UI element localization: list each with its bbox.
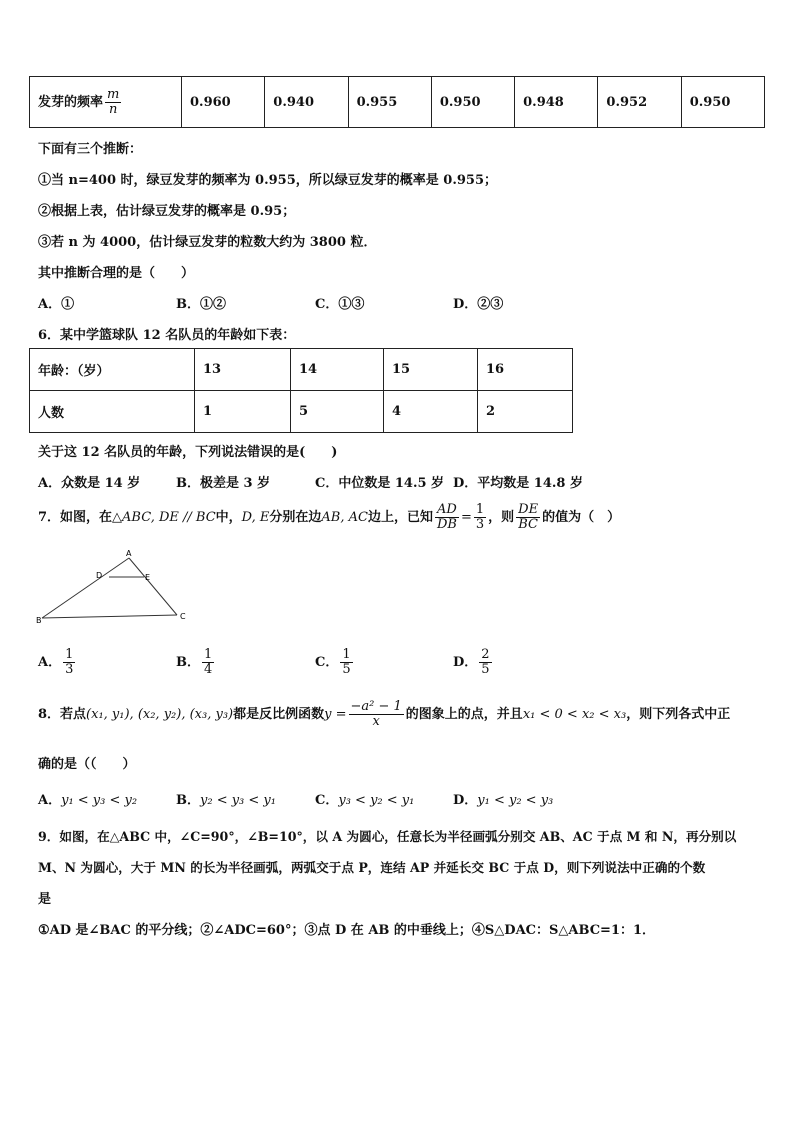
m-over-n-fraction: $\frac{m}{n}$ bbox=[107, 86, 120, 117]
freq-cell: 0.940 bbox=[265, 77, 348, 128]
q7-stem: 7．如图，在△ABC, DE // BC中，D, E分别在边AB, AC边上，已知 $\frac{AD}{DB}$ = $\frac{1}{3}$ ，则 $\frac{DE}{BC}$ 的值为（ ） bbox=[38, 502, 621, 532]
triangle-figure bbox=[30, 546, 200, 628]
q8-option-a: A．y₁ < y₃ < y₂ bbox=[38, 793, 138, 808]
vertex-label-c: C bbox=[180, 612, 186, 621]
freq-cell: 0.950 bbox=[431, 77, 514, 128]
q5-option-d: D．②③ bbox=[453, 297, 504, 312]
q9-line-3: 是 bbox=[38, 892, 52, 907]
age-header: 年龄：（岁） bbox=[30, 349, 195, 391]
count-cell: 1 bbox=[195, 391, 291, 433]
age-table bbox=[29, 348, 573, 433]
q8-stem: 8．若点(x₁, y₁), (x₂, y₂), (x₃, y₃)都是反比例函数y = $\frac{\text{−a² − 1}}{x}$ 的图象上的点，并且x₁ < 0 < x₂ < x₃，则下列各式中正 bbox=[38, 699, 731, 729]
q5-option-c: C．①③ bbox=[315, 297, 365, 312]
freq-cell: 0.948 bbox=[515, 77, 598, 128]
frequency-label: 发芽的频率 bbox=[38, 94, 104, 110]
count-cell: 2 bbox=[478, 391, 573, 433]
q8-option-c: C．y₃ < y₂ < y₁ bbox=[315, 793, 415, 808]
q5-option-b: B．①② bbox=[176, 297, 226, 312]
q5-option-a: A．① bbox=[38, 297, 75, 312]
q6-question: 关于这 12 名队员的年龄，下列说法错误的是( ) bbox=[38, 445, 338, 460]
reciprocal-fraction: $\frac{\text{−a² − 1}}{x}$ bbox=[350, 699, 402, 729]
q6-option-b: B．极差是 3 岁 bbox=[176, 476, 271, 491]
q8-option-d: D．y₁ < y₂ < y₃ bbox=[453, 793, 554, 808]
q5-question: 其中推断合理的是（ ） bbox=[38, 266, 195, 281]
freq-cell: 0.950 bbox=[681, 77, 764, 128]
q6-option-c: C．中位数是 14.5 岁 bbox=[315, 476, 445, 491]
q5-statement-1: ①当 n=400 时，绿豆发芽的频率为 0.955，所以绿豆发芽的概率是 0.955； bbox=[38, 173, 497, 188]
count-header: 人数 bbox=[30, 391, 195, 433]
frequency-label-cell bbox=[30, 77, 182, 128]
q8-stem-line2: 确的是（（ ） bbox=[38, 757, 136, 772]
vertex-label-a: A bbox=[126, 549, 132, 558]
count-cell: 5 bbox=[291, 391, 384, 433]
q7-option-a: A． $\frac{1}{3}$ bbox=[38, 647, 74, 677]
de-bc-fraction: $\frac{DE}{BC}$ bbox=[518, 502, 539, 532]
q6-stem: 6．某中学篮球队 12 名队员的年龄如下表： bbox=[38, 328, 296, 343]
q7-option-b: B． $\frac{1}{4}$ bbox=[176, 647, 213, 677]
one-third-fraction: $\frac{1}{3}$ bbox=[475, 502, 485, 532]
frequency-table bbox=[29, 76, 765, 128]
q9-line-4: ①AD 是∠BAC 的平分线；②∠ADC=60°；③点 D 在 AB 的中垂线上；④S△DAC：S△ABC=1：1． bbox=[38, 923, 656, 938]
ad-db-fraction: $\frac{AD}{DB}$ bbox=[436, 502, 457, 532]
q5-intro: 下面有三个推断： bbox=[38, 142, 143, 157]
freq-cell: 0.952 bbox=[598, 77, 681, 128]
q6-option-d: D．平均数是 14.8 岁 bbox=[453, 476, 583, 491]
age-cell: 16 bbox=[478, 349, 573, 391]
vertex-label-d: D bbox=[96, 571, 103, 580]
count-cell: 4 bbox=[384, 391, 478, 433]
vertex-label-b: B bbox=[36, 616, 42, 625]
vertex-label-e: E bbox=[145, 573, 151, 582]
q9-line-2: M、N 为圆心，大于 MN 的长为半径画弧，两弧交于点 P，连结 AP 并延长交 BC 于点 D，则下列说法中正确的个数 bbox=[38, 860, 706, 875]
q8-option-b: B．y₂ < y₃ < y₁ bbox=[176, 793, 276, 808]
q6-option-a: A．众数是 14 岁 bbox=[38, 476, 141, 491]
q5-statement-2: ②根据上表，估计绿豆发芽的概率是 0.95； bbox=[38, 204, 296, 219]
age-cell: 13 bbox=[195, 349, 291, 391]
q5-statement-3: ③若 n 为 4000，估计绿豆发芽的粒数大约为 3800 粒． bbox=[38, 235, 377, 250]
freq-cell: 0.955 bbox=[348, 77, 431, 128]
q7-option-c: C． $\frac{1}{5}$ bbox=[315, 647, 351, 677]
q7-option-d: D． $\frac{2}{5}$ bbox=[453, 647, 490, 677]
q9-line-1: 9．如图，在△ABC 中，∠C=90°，∠B=10°，以 A 为圆心，任意长为半径画弧分别交 AB、AC 于点 M 和 N，再分别以 bbox=[38, 829, 737, 844]
age-cell: 14 bbox=[291, 349, 384, 391]
freq-cell: 0.960 bbox=[182, 77, 265, 128]
age-cell: 15 bbox=[384, 349, 478, 391]
